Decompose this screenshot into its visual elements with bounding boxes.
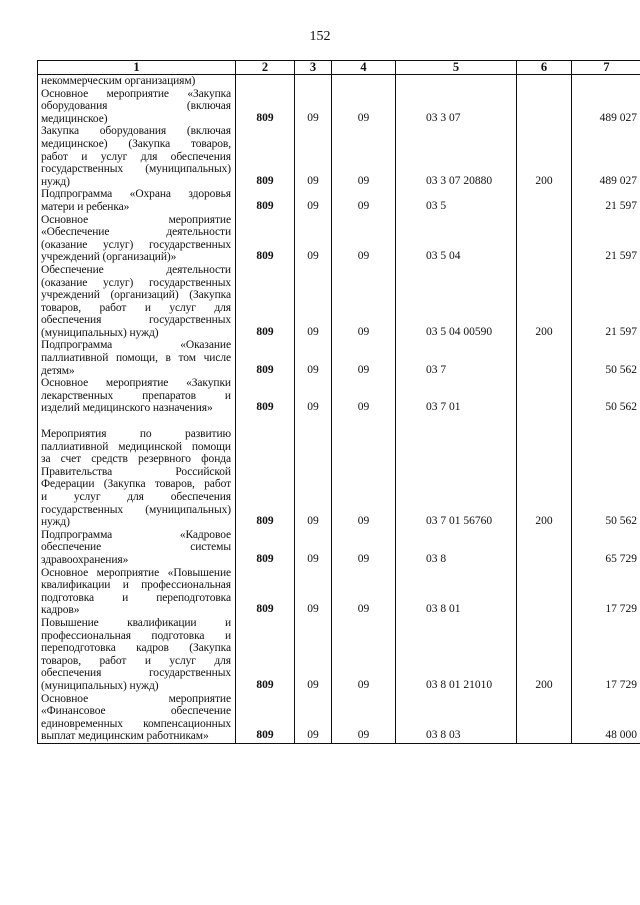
row-target-article: 03 8	[396, 529, 517, 567]
row-grbs-code: 809	[236, 214, 295, 264]
row-expense-type	[517, 567, 572, 617]
row-name	[38, 529, 236, 567]
row-name-line: государственных (муниципальных)	[41, 503, 231, 516]
row-subsection-code: 09	[332, 125, 396, 188]
column-header-1: 1	[38, 61, 236, 75]
table-row	[38, 264, 640, 340]
row-name	[38, 188, 236, 213]
row-amount: 21 597	[572, 214, 640, 264]
row-target-article: 03 7	[396, 339, 517, 377]
row-name-line: медицинское)	[41, 112, 108, 125]
row-section-code: 09	[295, 125, 332, 188]
row-name	[38, 264, 236, 340]
row-name-line: «Финансовое обеспечение	[41, 705, 231, 718]
row-target-article: 03 7 01	[396, 377, 517, 415]
row-section-code: 09	[295, 415, 332, 529]
row-section-code: 09	[295, 693, 332, 744]
row-expense-type	[517, 693, 572, 744]
row-name-line: (оказание услуг) государственных	[41, 276, 231, 289]
row-name-line: кадров»	[41, 604, 80, 617]
row-name-line: паллиативной медицинской помощи	[41, 440, 231, 453]
column-header-3: 3	[295, 61, 332, 75]
row-name-line: медицинское) (Закупка товаров,	[41, 137, 231, 150]
table-body	[38, 75, 640, 744]
row-amount: 50 562	[572, 377, 640, 415]
row-target-article: 03 7 01 56760	[396, 415, 517, 529]
row-name	[38, 125, 236, 188]
row-name-line: (муниципальных) нужд)	[41, 679, 159, 692]
table-row	[38, 693, 640, 744]
row-grbs-code: 809	[236, 617, 295, 693]
row-subsection-code: 09	[332, 88, 396, 126]
row-expense-type	[517, 339, 572, 377]
table-row	[38, 188, 640, 213]
row-name-line: профессиональная подготовка и	[41, 629, 231, 642]
row-name-line: Основное мероприятие	[41, 692, 231, 705]
row-subsection-code: 09	[332, 264, 396, 340]
row-name-line: за счет средств резервного фонда	[41, 453, 231, 466]
row-subsection-code: 09	[332, 214, 396, 264]
row-name-line: Федерации (Закупка товаров, работ	[41, 478, 231, 491]
row-target-article: 03 8 01	[396, 567, 517, 617]
row-name-line: (муниципальных) нужд)	[41, 326, 159, 339]
row-expense-type: 200	[517, 264, 572, 340]
row-subsection-code: 09	[332, 188, 396, 213]
table-row	[38, 617, 640, 693]
column-header-2: 2	[236, 61, 295, 75]
row-name-line: лекарственных препаратов и	[41, 389, 231, 402]
row-name	[38, 377, 236, 415]
row-target-article: 03 5	[396, 188, 517, 213]
budget-table	[37, 60, 640, 744]
row-name-line: переподготовка кадров (Закупка	[41, 642, 231, 655]
row-subsection-code: 09	[332, 377, 396, 415]
row-name-line: товаров, работ и услуг для	[41, 301, 231, 314]
row-name	[38, 693, 236, 744]
row-name-line: нужд)	[41, 516, 70, 529]
row-grbs-code: 809	[236, 339, 295, 377]
row-name-line: работ и услуг для обеспечения	[41, 150, 231, 163]
row-name-line: квалификации и профессиональная	[41, 579, 231, 592]
row-amount: 50 562	[572, 339, 640, 377]
row-grbs-code: 809	[236, 415, 295, 529]
row-name-line: обеспечения государственных	[41, 667, 231, 680]
row-name-line: Основное мероприятие «Закупки	[41, 377, 231, 390]
column-header-7: 7	[572, 61, 640, 75]
continuation-row	[38, 75, 640, 88]
row-name-line: Повышение квалификации и	[41, 616, 231, 629]
row-name-line: единовременных компенсационных	[41, 717, 231, 730]
row-name	[38, 339, 236, 377]
row-name	[38, 214, 236, 264]
row-grbs-code: 809	[236, 529, 295, 567]
row-name	[38, 617, 236, 693]
row-grbs-code: 809	[236, 567, 295, 617]
row-target-article: 03 8 03	[396, 693, 517, 744]
row-name	[38, 567, 236, 617]
row-target-article: 03 8 01 21010	[396, 617, 517, 693]
row-grbs-code: 809	[236, 125, 295, 188]
row-name	[38, 415, 236, 529]
row-subsection-code: 09	[332, 567, 396, 617]
row-name-line: оборудования (включая	[41, 100, 231, 113]
row-expense-type: 200	[517, 415, 572, 529]
table-row	[38, 529, 640, 567]
row-subsection-code: 09	[332, 529, 396, 567]
row-target-article: 03 5 04	[396, 214, 517, 264]
column-header-4: 4	[332, 61, 396, 75]
table-row	[38, 125, 640, 188]
row-name-line: Закупка оборудования (включая	[41, 125, 231, 138]
row-name-line: государственных (муниципальных)	[41, 163, 231, 176]
row-expense-type	[517, 214, 572, 264]
row-section-code: 09	[295, 529, 332, 567]
row-section-code: 09	[295, 214, 332, 264]
row-grbs-code: 809	[236, 88, 295, 126]
row-grbs-code: 809	[236, 188, 295, 213]
row-grbs-code: 809	[236, 693, 295, 744]
row-amount: 489 027	[572, 88, 640, 126]
page-number: 152	[309, 29, 331, 44]
row-expense-type: 200	[517, 617, 572, 693]
row-amount: 21 597	[572, 264, 640, 340]
row-name-line: здравоохранения»	[41, 553, 129, 566]
row-name-line: Правительства Российской	[41, 465, 231, 478]
row-target-article: 03 5 04 00590	[396, 264, 517, 340]
row-name-line: Подпрограмма «Охрана здоровья	[41, 188, 231, 201]
row-name-line: и услуг для обеспечения	[41, 491, 231, 503]
row-section-code: 09	[295, 88, 332, 126]
row-name-line: Основное мероприятие «Повышение	[41, 566, 231, 579]
row-name-line: (оказание услуг) государственных	[41, 238, 231, 251]
row-name-line: Подпрограмма «Кадровое	[41, 528, 231, 541]
table-row	[38, 214, 640, 264]
row-subsection-code: 09	[332, 339, 396, 377]
column-header-5: 5	[396, 61, 517, 75]
row-name-line: учреждений (организаций)»	[41, 251, 177, 264]
row-name-line: Основное мероприятие «Закупка	[41, 87, 231, 100]
row-name-line: Основное мероприятие	[41, 213, 231, 226]
row-name-line: матери и ребенка»	[41, 200, 130, 213]
row-expense-type	[517, 88, 572, 126]
row-subsection-code: 09	[332, 693, 396, 744]
row-expense-type	[517, 529, 572, 567]
row-name-line: обеспечения государственных	[41, 314, 231, 327]
table-row	[38, 567, 640, 617]
row-target-article: 03 3 07	[396, 88, 517, 126]
row-amount: 17 729	[572, 567, 640, 617]
row-section-code: 09	[295, 188, 332, 213]
row-name-line: нужд)	[41, 175, 70, 188]
row-amount: 50 562	[572, 415, 640, 529]
row-section-code: 09	[295, 617, 332, 693]
row-amount: 48 000	[572, 693, 640, 744]
row-name-line: подготовка и переподготовка	[41, 591, 231, 604]
row-grbs-code: 809	[236, 264, 295, 340]
row-expense-type	[517, 377, 572, 415]
row-amount: 65 729	[572, 529, 640, 567]
continuation-text: некоммерческим организациям)	[38, 75, 236, 88]
row-amount: 489 027	[572, 125, 640, 188]
row-subsection-code: 09	[332, 617, 396, 693]
row-grbs-code: 809	[236, 377, 295, 415]
row-subsection-code: 09	[332, 415, 396, 529]
row-expense-type	[517, 188, 572, 213]
row-name-line: обеспечение системы	[41, 541, 231, 554]
header-row	[38, 61, 640, 75]
column-header-6: 6	[517, 61, 572, 75]
row-name-line: детям»	[41, 364, 75, 377]
row-amount: 21 597	[572, 188, 640, 213]
row-name-line: Обеспечение деятельности	[41, 263, 231, 276]
row-section-code: 09	[295, 339, 332, 377]
row-name	[38, 88, 236, 126]
row-name-line: учреждений (организаций) (Закупка	[41, 289, 231, 302]
row-section-code: 09	[295, 377, 332, 415]
table-row	[38, 415, 640, 529]
row-name-line: товаров, работ и услуг для	[41, 654, 231, 667]
table-row	[38, 88, 640, 126]
row-name-line: выплат медицинским работникам»	[41, 730, 209, 743]
row-target-article: 03 3 07 20880	[396, 125, 517, 188]
row-name-line: Мероприятия по развитию	[41, 428, 231, 441]
row-section-code: 09	[295, 264, 332, 340]
row-name-line: Подпрограмма «Оказание	[41, 339, 231, 352]
row-name-line: паллиативной помощи, в том числе	[41, 352, 231, 365]
row-section-code: 09	[295, 567, 332, 617]
row-name-line: изделий медицинского назначения»	[41, 402, 213, 415]
row-amount: 17 729	[572, 617, 640, 693]
table-row	[38, 377, 640, 415]
row-expense-type: 200	[517, 125, 572, 188]
table-row	[38, 339, 640, 377]
row-name-line: «Обеспечение деятельности	[41, 226, 231, 239]
